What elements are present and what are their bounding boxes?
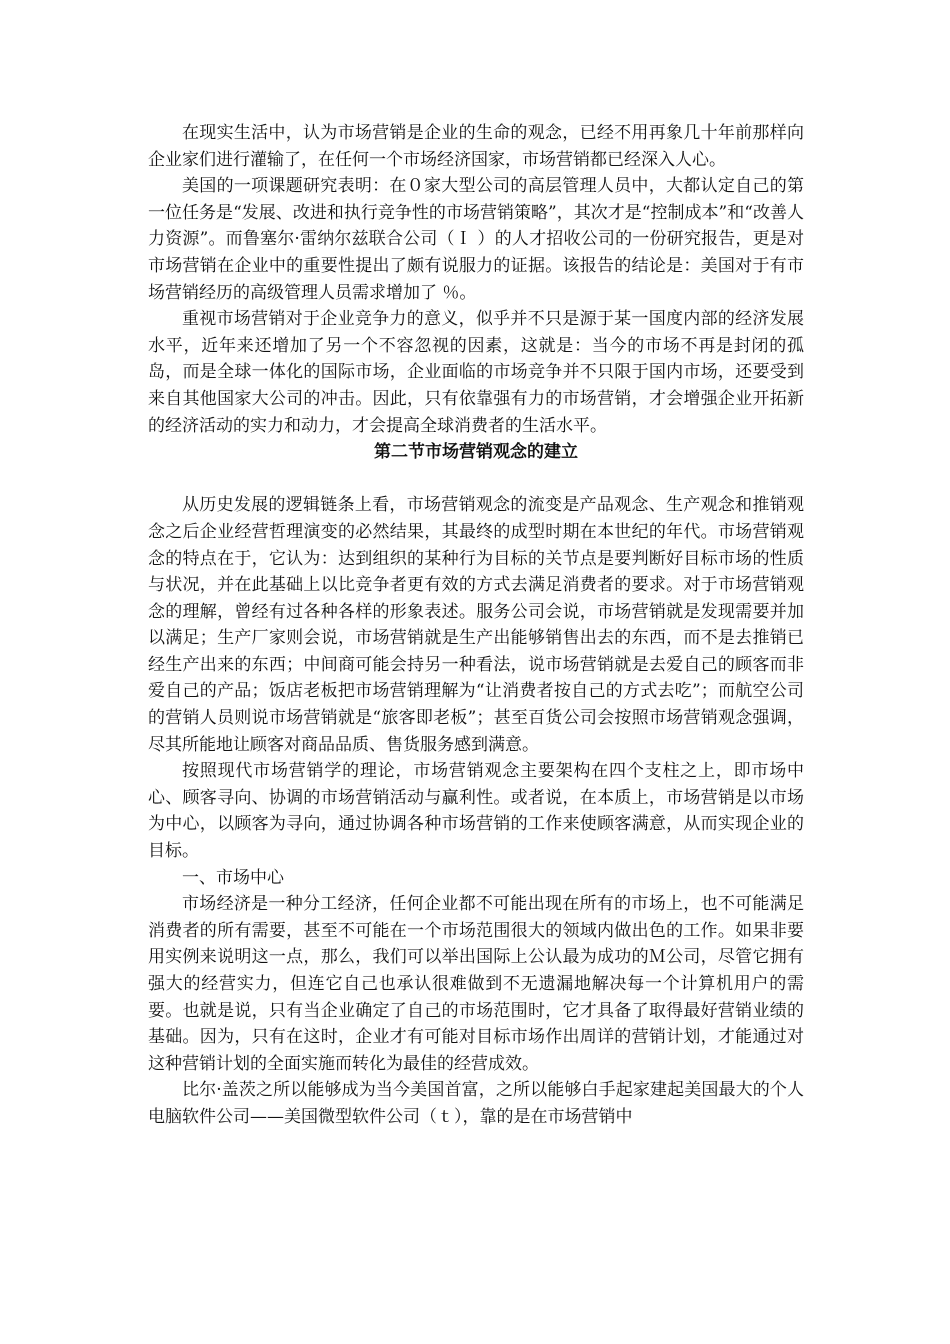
paragraph-1: 在现实生活中，认为市场营销是企业的生命的观念，已经不用再象几十年前那样向企业家们进行灌输了，在任何一个市场经济国家，市场营销都已经深入人心。 (148, 123, 804, 170)
paragraph-7: 比尔·盖茨之所以能够成为当今美国首富，之所以能够白手起家建起美国最大的个人电脑软件公司——美国微型软件公司（ｔ），靠的是在市场营销中 (148, 1080, 804, 1127)
blank-line (148, 466, 804, 493)
document-page (148, 120, 804, 1131)
paragraph-2: 美国的一项课题研究表明：在０家大型公司的高层管理人员中，大都认定自己的第一位任务是“发展、改进和执行竞争性的市场营销策略”，其次才是“控制成本”和“改善人力资源”。而鲁塞尔·雷纳尔兹联合公司（Ｉ ）的人才招收公司的一份研究报告，更是对市场营销在企业中的重要性提出了颇有说服力的证据。该报告的结论是：美国对于有市场营销经历的高级管理人员需求增加了 ％。 (148, 176, 804, 303)
subsection-heading: 一、市场中心 (182, 867, 284, 888)
section-heading: 第二节市场营销观念的建立 (374, 442, 578, 463)
paragraph-5: 按照现代市场营销学的理论，市场营销观念主要架构在四个支柱之上，即市场中心、顾客寻向、协调的市场营销活动与赢利性。或者说，在本质上，市场营销是以市场为中心，以顾客为寻向，通过协调各种市场营销的工作来使顾客满意，从而实现企业的目标。 (148, 761, 804, 862)
paragraph-3: 重视市场营销对于企业竞争力的意义，似乎并不只是源于某一国度内部的经济发展水平，近年来还增加了另一个不容忽视的因素，这就是：当今的市场不再是封闭的孤岛，而是全球一体化的国际市场，企业面临的市场竞争并不只限于国内市场，还要受到来自其他国家大公司的冲击。因此，只有依靠强有力的市场营销，才会增强企业开拓新的经济活动的实力和动力，才会提高全球消费者的生活水平。 (148, 309, 804, 436)
paragraph-6: 市场经济是一种分工经济，任何企业都不可能出现在所有的市场上，也不可能满足消费者的所有需要，甚至不可能在一个市场范围很大的领域内做出色的工作。如果非要用实例来说明这一点，那么，我们可以举出国际上公认最为成功的Ｍ公司，尽管它拥有强大的经营实力，但连它自己也承认很难做到不无遗漏地解决每一个计算机用户的需要。也就是说，只有当企业确定了自己的市场范围时，它才具备了取得最好营销业绩的基础。因为，只有在这时，企业才有可能对目标市场作出周详的营销计划，才能通过对这种营销计划的全面实施而转化为最佳的经营成效。 (148, 894, 804, 1074)
paragraph-4: 从历史发展的逻辑链条上看，市场营销观念的流变是产品观念、生产观念和推销观念之后企业经营哲理演变的必然结果，其最终的成型时期在本世纪的年代。市场营销观念的特点在于，它认为：达到组织的某种行为目标的关节点是要判断好目标市场的性质与状况，并在此基础上以比竞争者更有效的方式去满足消费者的要求。对于市场营销观念的理解，曾经有过各种各样的形象表述。服务公司会说，市场营销就是发现需要并加以满足；生产厂家则会说，市场营销就是生产出能够销售出去的东西，而不是去推销已经生产出来的东西；中间商可能会持另一种看法，说市场营销就是去爱自己的顾客而非爱自己的产品；饭店老板把市场营销理解为“让消费者按自己的方式去吃”；而航空公司的营销人员则说市场营销就是“旅客即老板”；甚至百货公司会按照市场营销观念强调，尽其所能地让顾客对商品品质、售货服务感到满意。 (148, 495, 804, 755)
